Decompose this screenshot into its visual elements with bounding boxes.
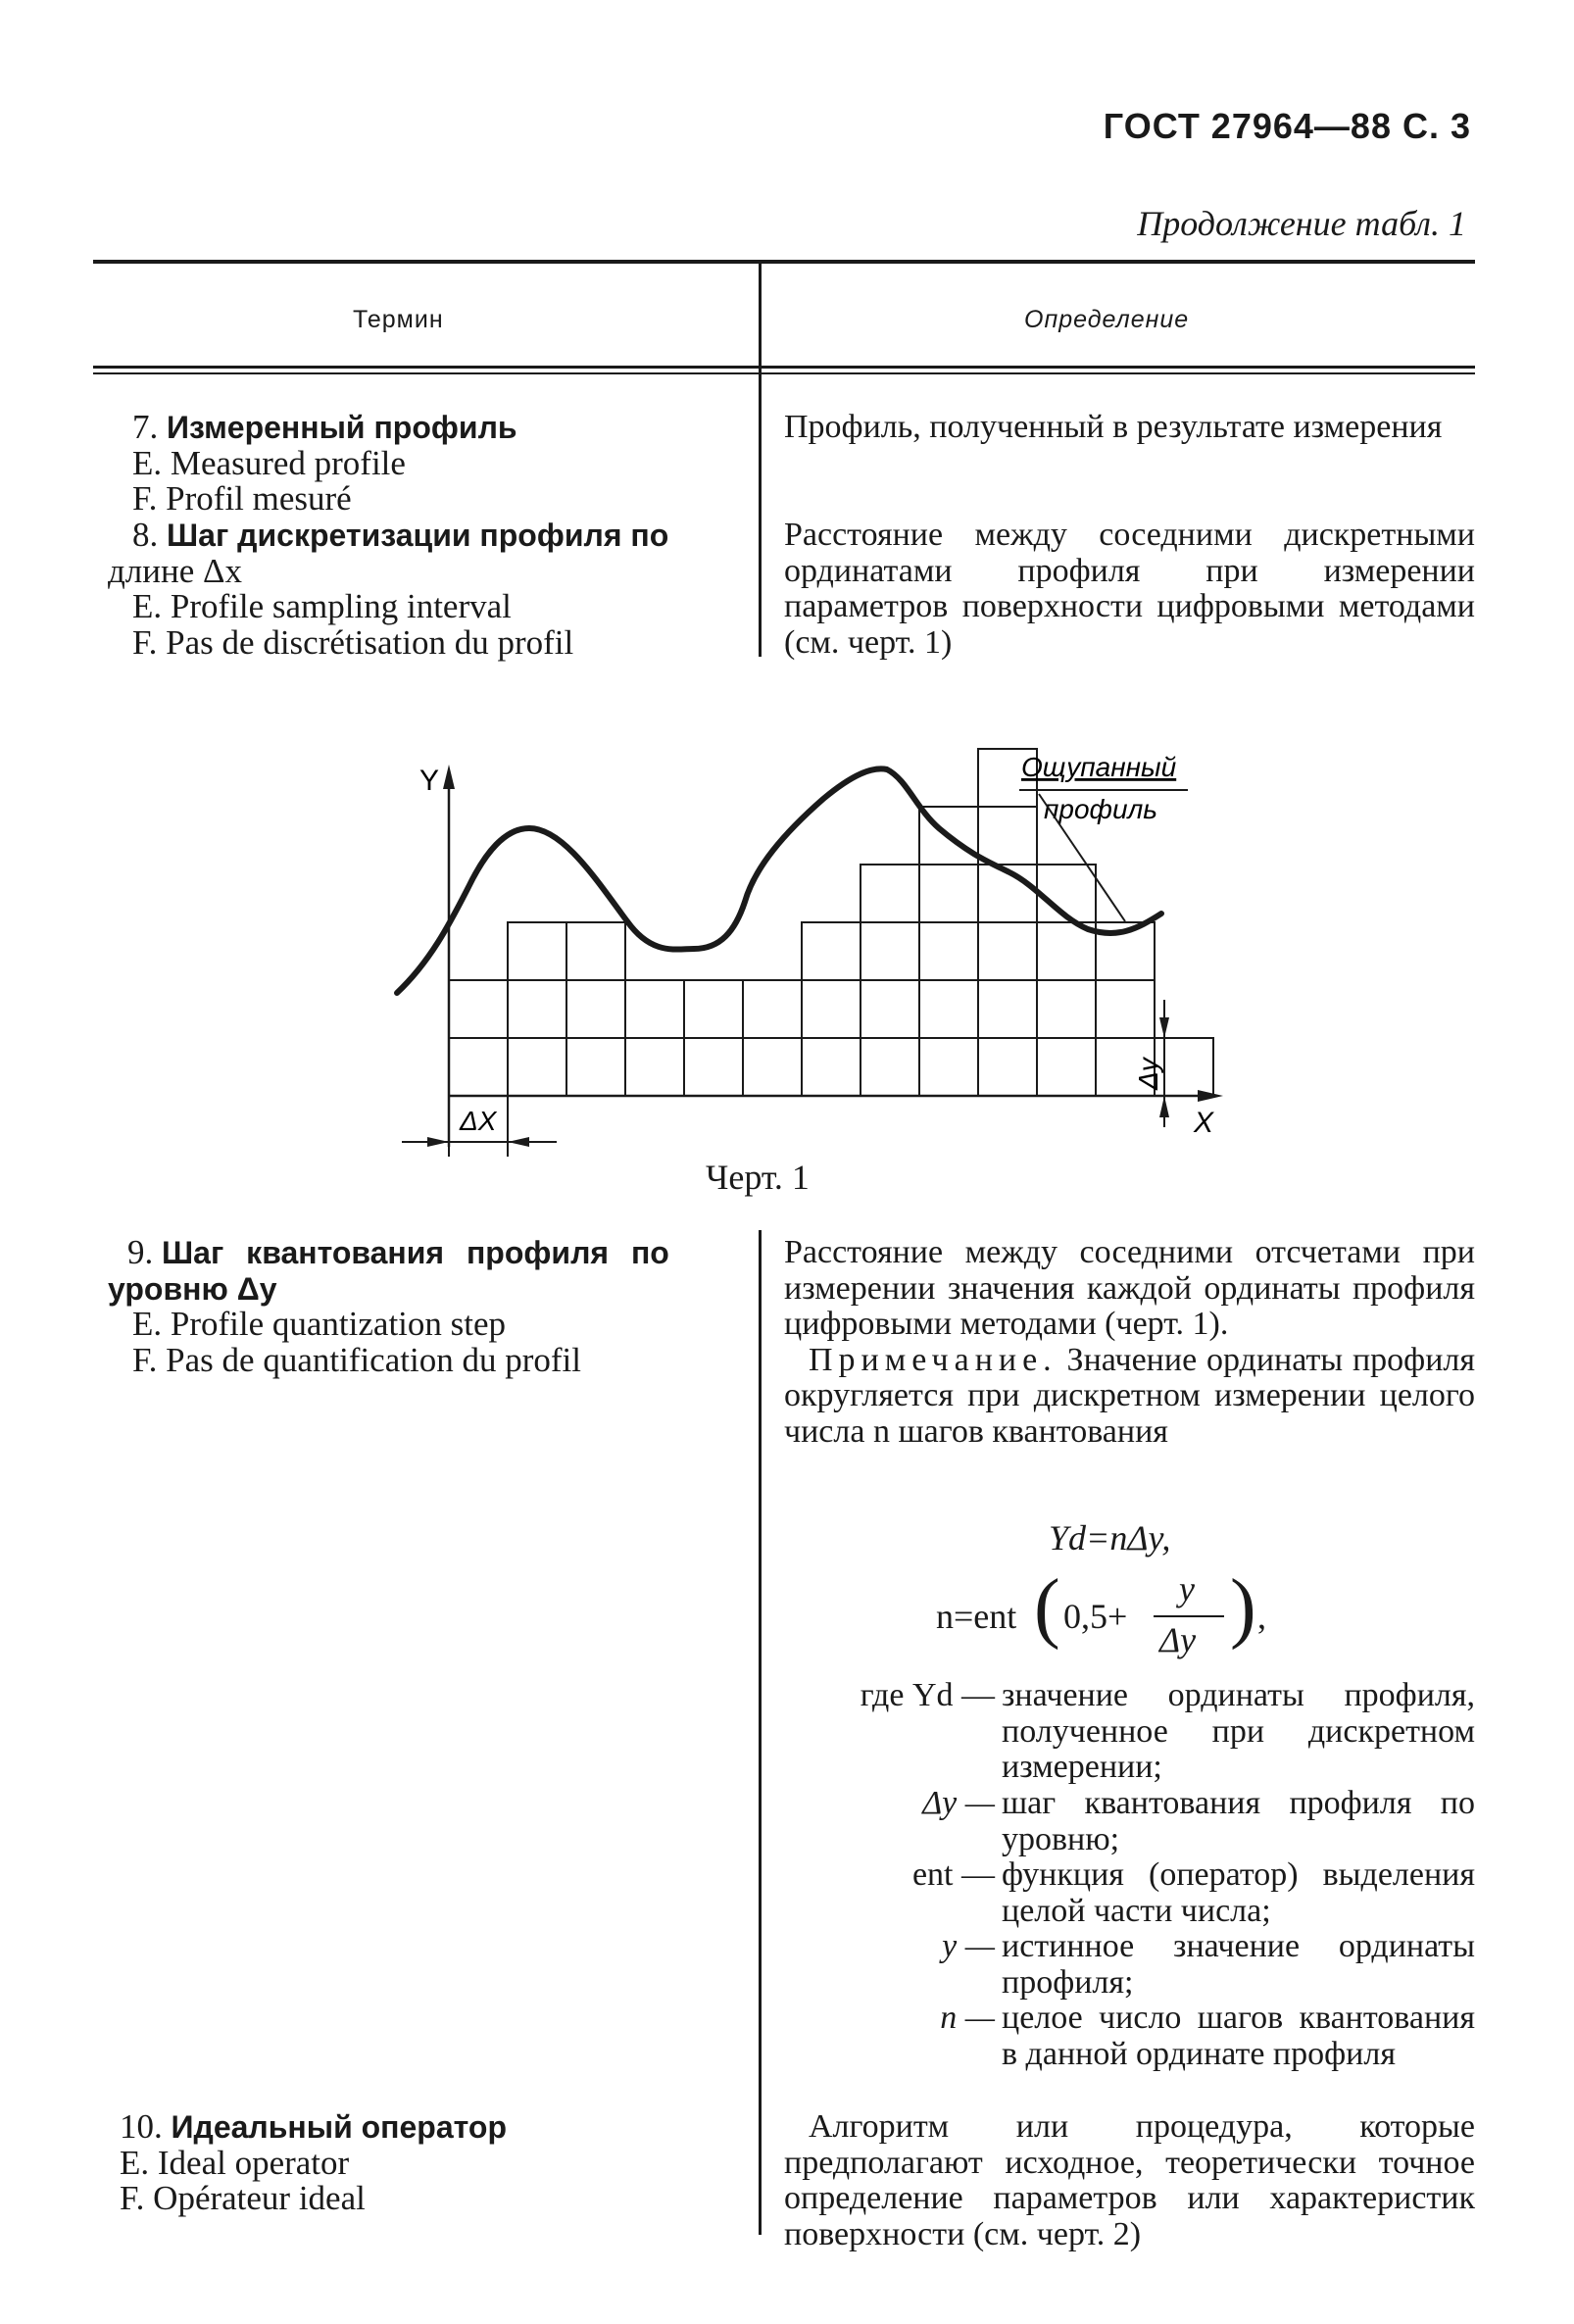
grid-cell — [625, 980, 684, 1038]
term-ru: Измеренный профиль — [167, 410, 517, 445]
grid-cell — [861, 865, 919, 922]
grid-cell — [684, 980, 743, 1038]
grid-cell — [508, 1038, 566, 1096]
grid-cell — [802, 922, 861, 980]
term-fr: F. Opérateur ideal — [120, 2179, 366, 2217]
grid-cell — [919, 922, 978, 980]
grid-cell — [919, 865, 978, 922]
legend-symbol: y — — [942, 1928, 995, 1964]
entry-number: 8. — [132, 516, 159, 554]
grid-cell — [684, 1038, 743, 1096]
grid-cell — [978, 980, 1037, 1038]
curve-label-line-2: профиль — [1044, 794, 1158, 824]
formula-n-const: 0,5+ — [1063, 1597, 1128, 1636]
grid-cell — [508, 922, 566, 980]
entry-number: 10. — [120, 2107, 163, 2146]
grid-cell — [508, 980, 566, 1038]
term-en: E. Profile sampling interval — [132, 587, 512, 625]
grid-cell — [566, 1038, 625, 1096]
x-axis-label: X — [1194, 1107, 1214, 1139]
definition-text: Профиль, полученный в результате измерения — [784, 409, 1443, 445]
formula-fraction-numerator: y — [1179, 1569, 1195, 1608]
definition-entry-10 — [784, 2109, 1475, 2252]
grid-cell — [1037, 980, 1096, 1038]
term-ru-continued: длине Δx — [108, 551, 243, 590]
note-label: Примечание. — [809, 1341, 1058, 1378]
curve-label-line-1: Ощупанный — [1021, 752, 1177, 782]
note-text: Значение ординаты профиля округляется при дискретном измерении целого числа n шагов квантования — [784, 1341, 1476, 1450]
formula-yd — [1049, 1517, 1170, 1558]
figure-caption: Черт. 1 — [706, 1158, 810, 1197]
definition-text: Расстояние между соседними дискретными ординатами профиля при измерении параметров поверхности цифровыми методами (см. черт. 1) — [784, 517, 1475, 661]
table-continuation-label: Продолжение табл. 1 — [1137, 204, 1466, 243]
grid-cell — [861, 980, 919, 1038]
term-fr: F. Pas de discrétisation du profil — [132, 622, 574, 662]
formula-n-prefix: n=ent — [936, 1597, 1017, 1636]
y-axis-label: Y — [419, 765, 440, 797]
term-en: E. Ideal operator — [120, 2143, 350, 2182]
x-axis-arrow-icon — [1198, 1090, 1223, 1102]
dy-label: Δy — [1133, 1058, 1163, 1090]
legend-text: функция (оператор) выделения целой части числа; — [1002, 1856, 1475, 1929]
term-ru-continued: уровню Δy — [108, 1270, 277, 1307]
term-en: E. Measured profile — [132, 443, 406, 482]
dy-arrow-top-icon — [1159, 1017, 1169, 1038]
term-en: E. Profile quantization step — [132, 1305, 507, 1343]
term-ru: Шаг квантования профиля по — [162, 1235, 669, 1270]
legend-text: шаг квантования профиля по уровню; — [1002, 1785, 1475, 1857]
definition-entry-9 — [784, 1235, 1475, 1450]
legend-text: истинное значение ординаты профиля; — [1002, 1928, 1475, 2001]
term-fr: F. Pas de quantification du profil — [132, 1340, 581, 1379]
grid-cell — [566, 922, 625, 980]
y-axis-arrow-icon — [443, 765, 455, 789]
formula-fraction-bar — [1154, 1615, 1224, 1617]
legend-symbol: Δy — — [922, 1785, 995, 1821]
term-entry-10 — [108, 2109, 725, 2217]
legend-symbol: ent — — [911, 1856, 995, 1893]
grid-cell — [861, 922, 919, 980]
definition-text: Расстояние между соседними отсчетами при измерении значения каждой ординаты профиля цифровыми методами (черт. 1). — [784, 1234, 1475, 1342]
dx-arrow-right-icon — [508, 1137, 529, 1147]
grid-cell — [1096, 980, 1155, 1038]
page-header: ГОСТ 27964—88 С. 3 — [1103, 106, 1471, 146]
grid-cell — [802, 1038, 861, 1096]
grid-cell — [978, 807, 1037, 865]
grid-cell — [978, 922, 1037, 980]
grid-cell — [449, 1038, 508, 1096]
dx-arrow-left-icon — [427, 1137, 449, 1147]
column-header-definition: Определение — [1024, 306, 1190, 333]
definition-text: Алгоритм или процедура, которые предполагают исходное, теоретически точное определение параметров или характеристик поверхности (см. черт. 2) — [784, 2108, 1475, 2252]
term-entry-9 — [108, 1235, 725, 1378]
entry-number: 9. — [127, 1233, 154, 1271]
grid-cell — [743, 1038, 802, 1096]
term-ru: Идеальный оператор — [171, 2109, 507, 2145]
grid-cell — [449, 980, 508, 1038]
grid-cell — [919, 980, 978, 1038]
column-divider-bottom — [759, 1230, 762, 2235]
legend-text: целое число шагов квантования в данной ординате профиля — [1002, 2000, 1475, 2072]
legend-text: значение ординаты профиля, полученное при дискретном измерении; — [1002, 1677, 1475, 1785]
grid-cell — [1037, 1038, 1096, 1096]
grid-cell — [625, 1038, 684, 1096]
grid-cell — [919, 1038, 978, 1096]
formula-yd-text: Yd=nΔy, — [1049, 1518, 1171, 1558]
term-fr: F. Profil mesuré — [132, 479, 352, 518]
grid-cell — [566, 980, 625, 1038]
legend-symbol: где Yd — — [860, 1677, 995, 1713]
entry-number: 7. — [132, 408, 159, 446]
formula-fraction-denominator: Δy — [1159, 1620, 1197, 1659]
grid-cell — [802, 980, 861, 1038]
dy-arrow-bottom-icon — [1159, 1096, 1169, 1117]
grid-cell — [978, 1038, 1037, 1096]
term-ru: Шаг дискретизации профиля по — [167, 518, 669, 553]
dx-label: ΔX — [460, 1106, 497, 1136]
formula-comma: , — [1257, 1597, 1266, 1636]
formula-bracket-left-icon: ( — [1034, 1564, 1060, 1651]
formula-bracket-right-icon: ) — [1230, 1564, 1256, 1651]
legend-symbol: n — — [940, 2000, 995, 2036]
grid-cell — [743, 980, 802, 1038]
grid-cell — [861, 1038, 919, 1096]
column-header-term: Термин — [353, 306, 444, 333]
